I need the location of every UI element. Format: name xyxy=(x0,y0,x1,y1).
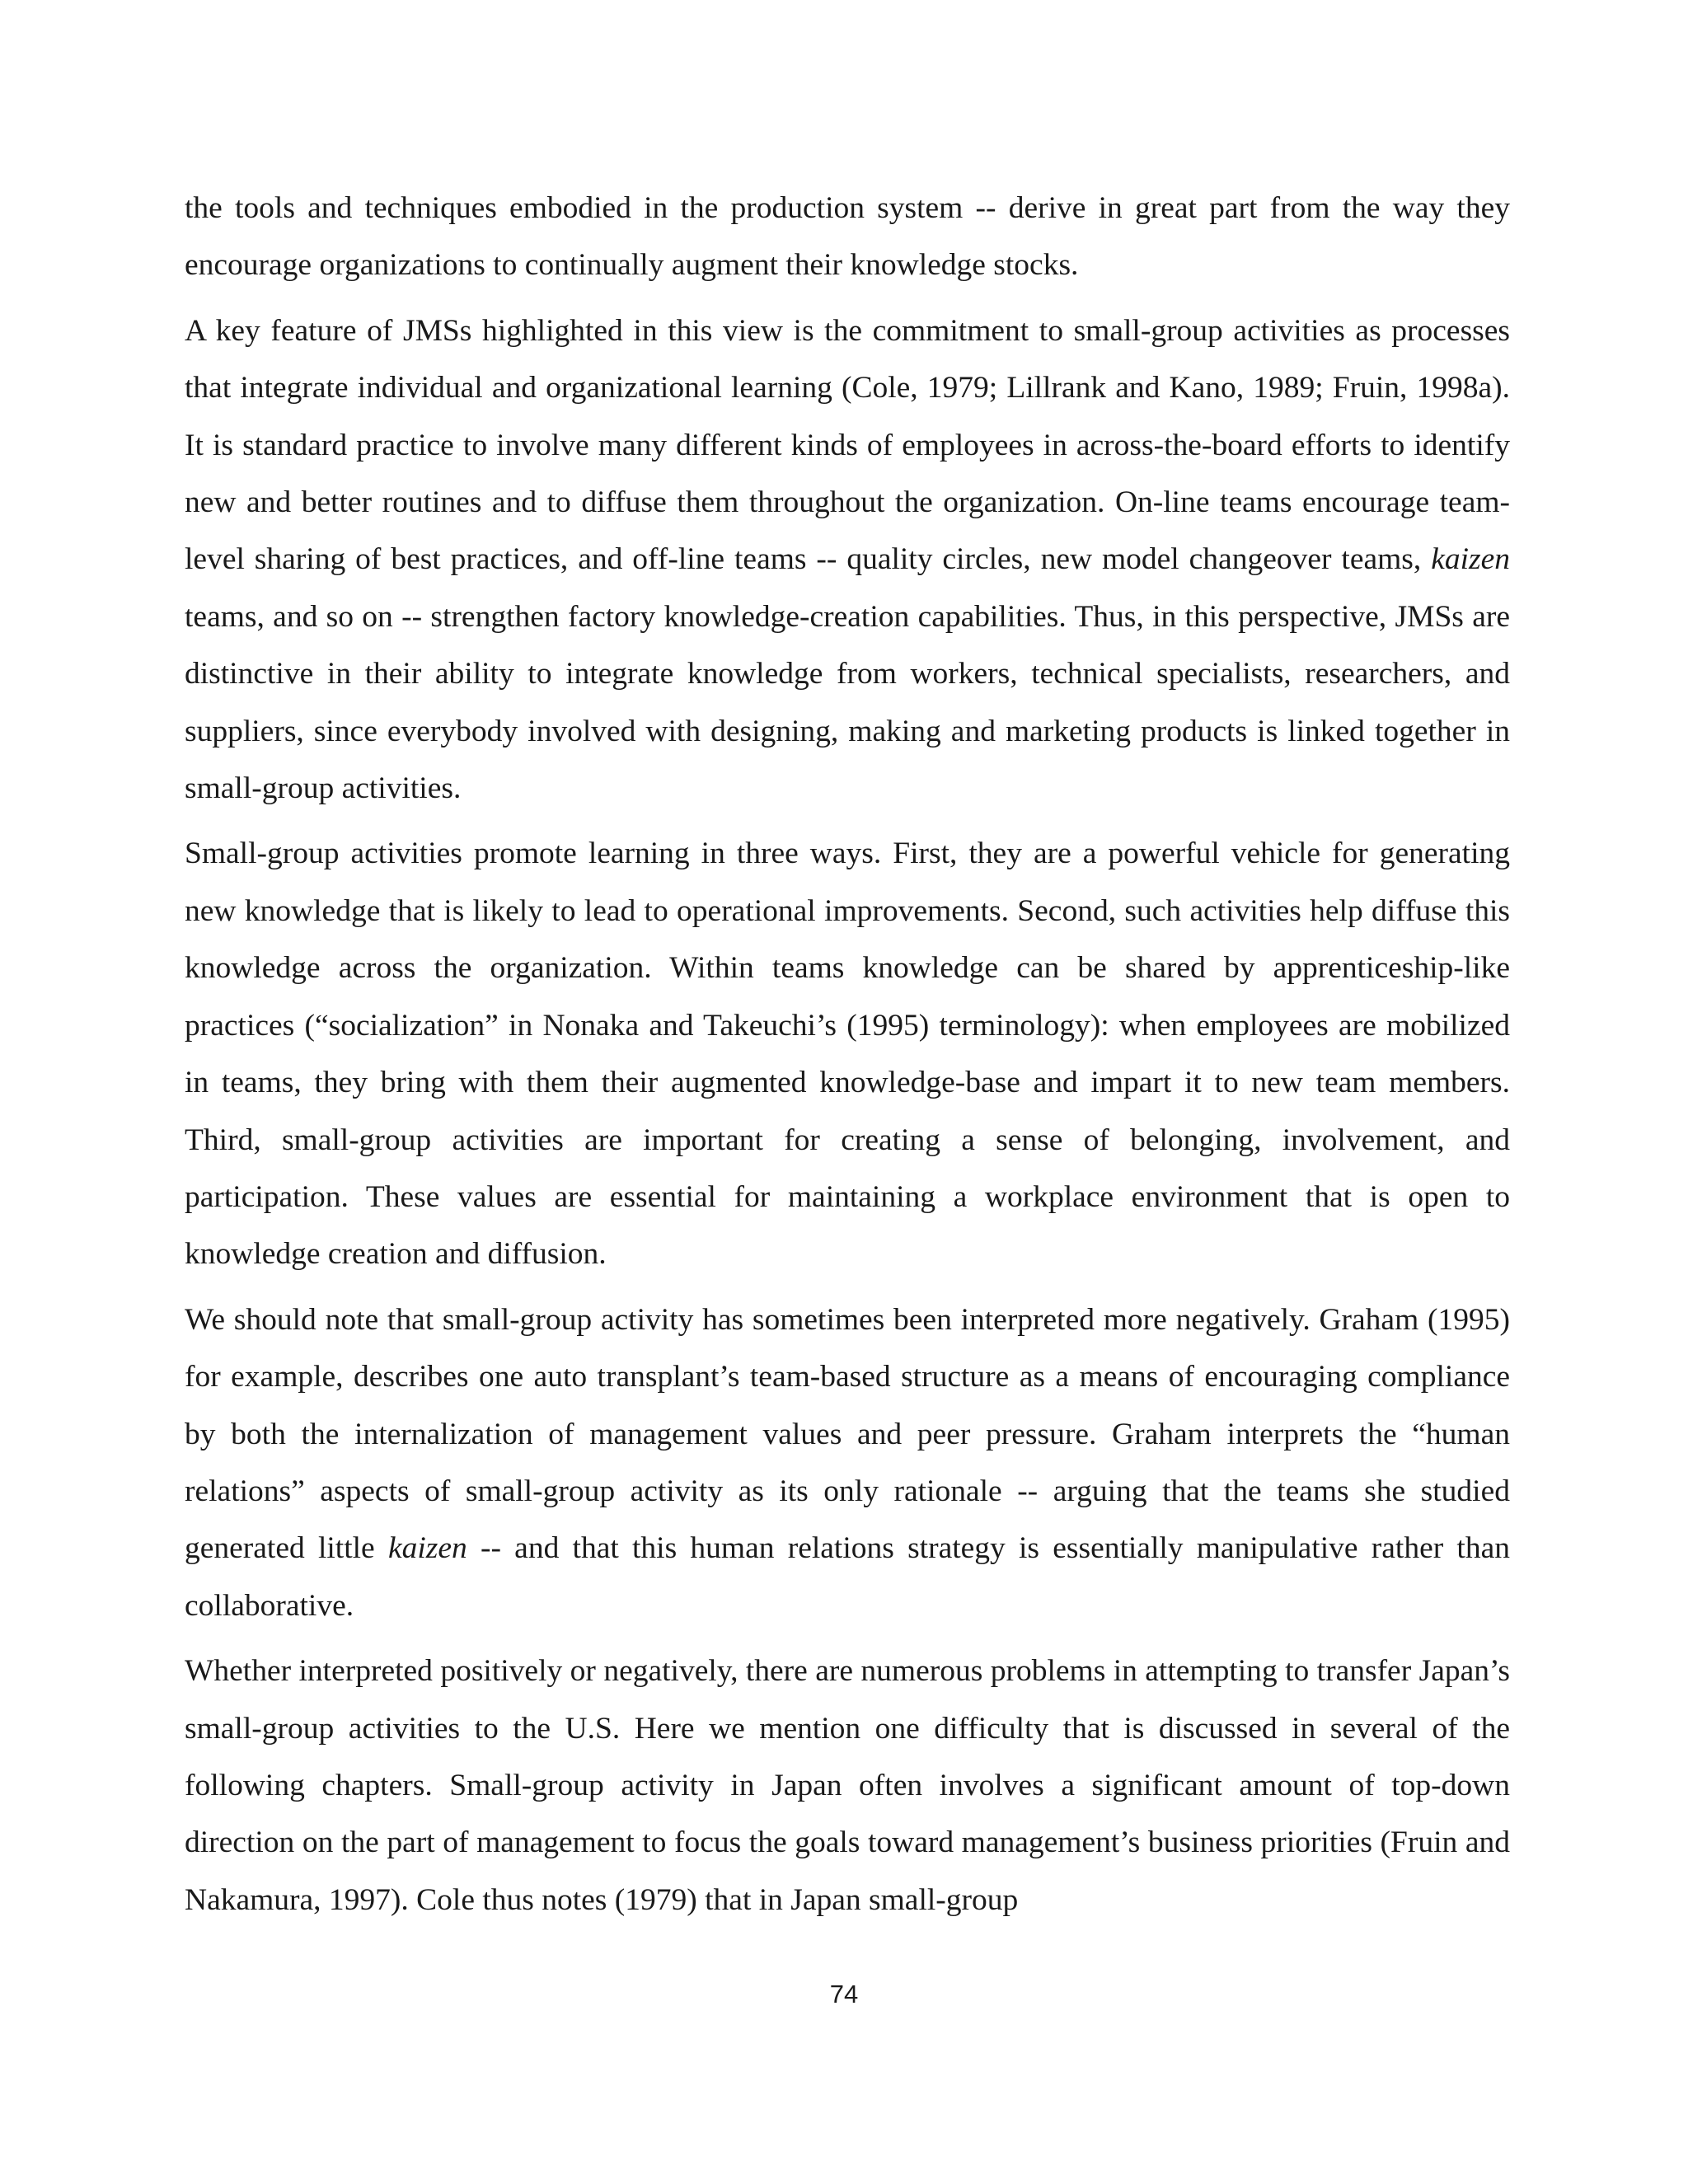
text-run: Small-group activities promote learning in three ways. First, they are a powerful vehicle for generating new knowledge that is likely to lead to operational improvements. Second, such activities help diffuse this knowledge across the organization. Within teams knowledge can be shared by apprenticeship-like practices (“socialization” in Nonaka and Takeuchi’s (1995) terminology): when employees are mobilized in teams, they bring with them their augmented knowledge-base and impart it to new team members. Third, small-group activities are important for creating a sense of belonging, involvement, and participation. These values are essential for maintaining a workplace environment that is open to knowledge creation and diffusion. xyxy=(185,837,1510,1272)
text-run: Whether interpreted positively or negatively, there are numerous problems in attempting to transfer Japan’s small-group activities to the U.S. Here we mention one difficulty that is discussed in several of the following chapters. Small-group activity in Japan often involves a significant amount of top-down direction on the part of management to focus the goals toward management’s business priorities (Fruin and Nakamura, 1997). Cole thus notes (1979) that in Japan small-group xyxy=(185,1654,1510,1917)
italic-term: kaizen xyxy=(1431,542,1510,577)
body-text xyxy=(185,180,1510,1937)
text-run: We should note that small-group activity has sometimes been interpreted more negatively. Graham (1995) for example, describes one auto transplant’s team-based structure as a means of encouraging compliance by both the internalization of management values and peer pressure. Graham interprets the “human relations” aspects of small-group activity as its only rationale -- arguing that the teams she studied generated little xyxy=(185,1302,1510,1566)
paragraph-3 xyxy=(185,825,1510,1282)
paragraph-1 xyxy=(185,180,1510,294)
italic-term: kaizen xyxy=(387,1531,467,1566)
paragraph-2 xyxy=(185,302,1510,818)
text-run: teams, and so on -- strengthen factory knowledge-creation capabilities. Thus, in this perspective, JMSs are distinctive in their ability to integrate knowledge from workers, technical specialists, researchers, and suppliers, since everybody involved with designing, making and marketing products is linked together in small-group activities. xyxy=(185,599,1510,806)
paragraph-5 xyxy=(185,1643,1510,1929)
paragraph-4 xyxy=(185,1291,1510,1634)
text-run: the tools and techniques embodied in the production system -- derive in great part from the way they encourage organizations to continually augment their knowledge stocks. xyxy=(185,191,1510,283)
text-run: A key feature of JMSs highlighted in this view is the commitment to small-group activities as processes that integrate individual and organizational learning (Cole, 1979; Lillrank and Kano, 1989; Fruin, 1998a). It is standard practice to involve many different kinds of employees in across-the-board efforts to identify new and better routines and to diffuse them throughout the organization. On-line teams encourage team-level sharing of best practices, and off-line teams -- quality circles, new model changeover teams, xyxy=(185,313,1510,577)
text-run: -- and that this human relations strategy is essentially manipulative rather than collaborative. xyxy=(185,1531,1510,1623)
page-number: 74 xyxy=(829,1980,859,2008)
